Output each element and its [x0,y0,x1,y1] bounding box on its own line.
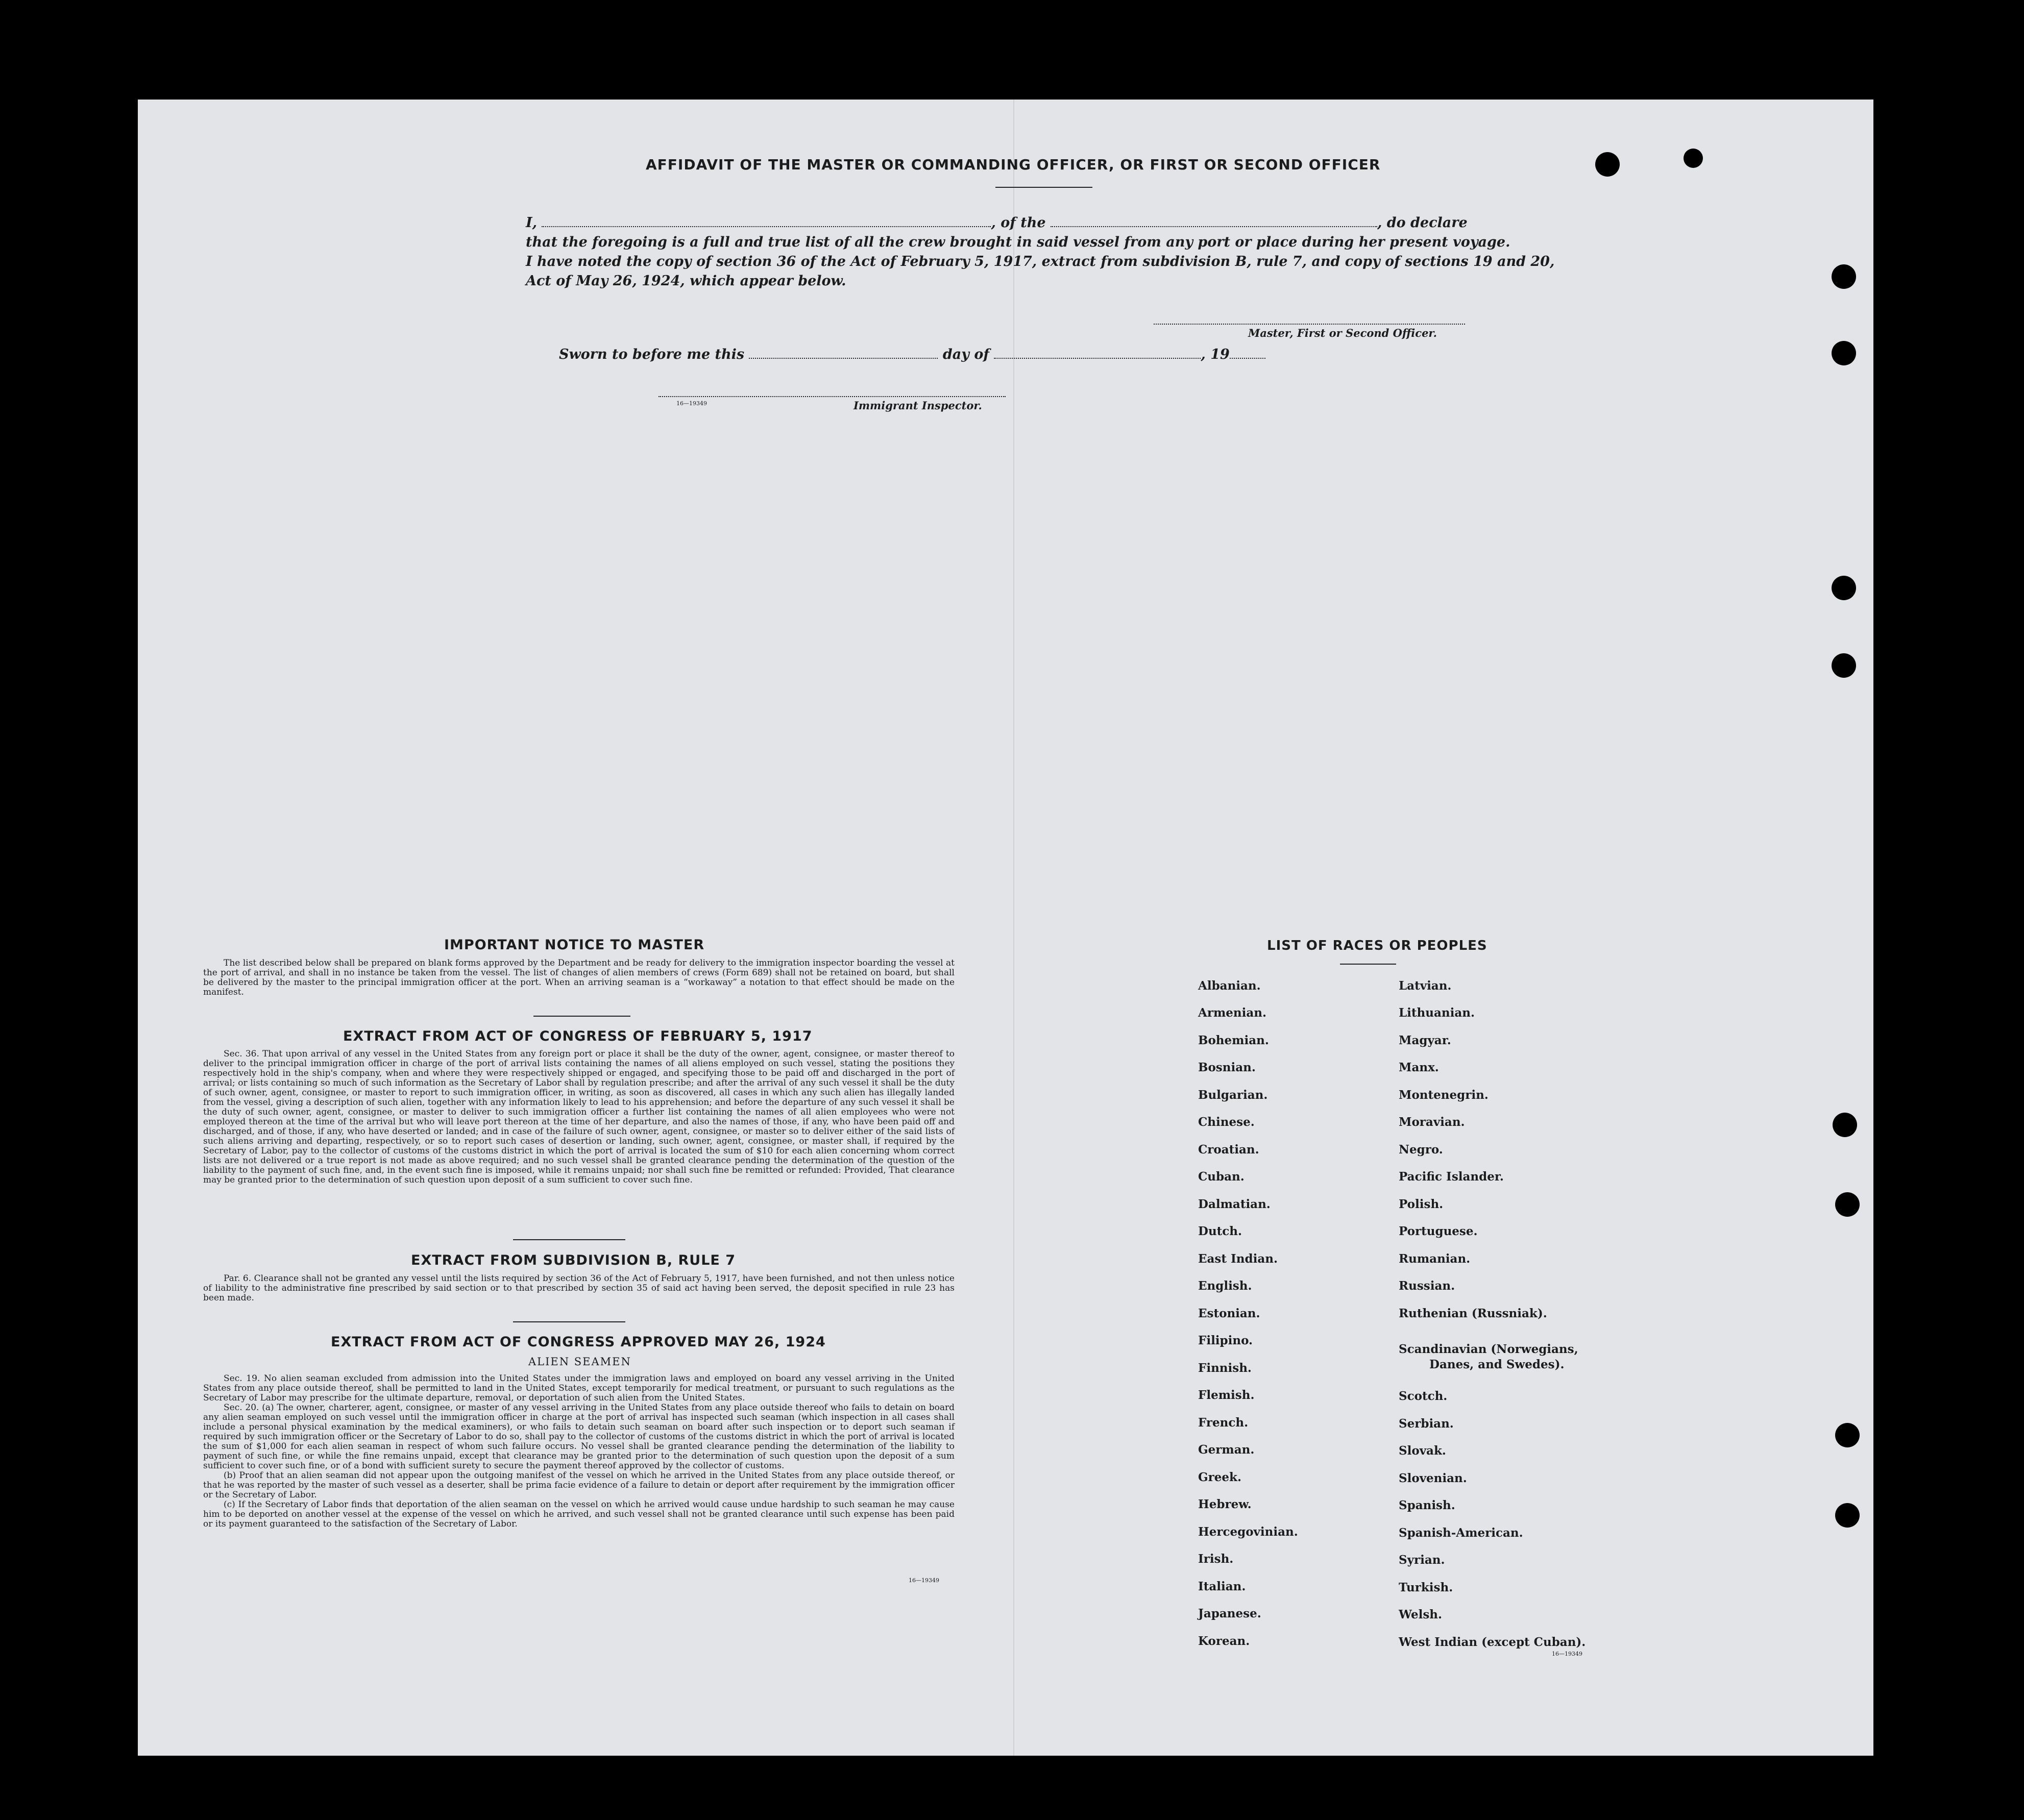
par-6-text: Par. 6. Clearance shall not be granted any vessel until the lists required by section 36 of the Act of February 5, 1917, have been furnished, and not then unless notice of liability to the administrative fine prescribed by said section or to that prescribed by section 35 of said act having been served, the deposit specified in rule 23 has been made. [203,1273,955,1303]
race-item: Dutch. [1198,1224,1242,1238]
race-item: Manx. [1399,1061,1439,1074]
race-item: Armenian. [1198,1006,1267,1020]
inspector-signature-label: Immigrant Inspector. [854,399,982,412]
race-item: Russian. [1399,1279,1455,1293]
race-item: Scotch. [1399,1389,1448,1403]
punch-hole [1595,152,1620,177]
race-item: Negro. [1399,1143,1443,1157]
title-rule [995,187,1092,188]
affidavit-title: AFFIDAVIT OF THE MASTER OR COMMANDING OFFICER, OR FIRST OR SECOND OFFICER [646,156,1381,173]
title-rule [1340,964,1396,965]
race-item: Slovak. [1399,1444,1446,1458]
punch-hole [1832,264,1856,289]
race-item: Dalmatian. [1198,1197,1271,1211]
punch-hole [1832,341,1856,365]
punch-hole [1832,576,1856,600]
race-item: Latvian. [1399,979,1452,993]
race-item: Rumanian. [1399,1252,1471,1266]
day-of-label: day of [942,347,989,362]
form-number: 16—19349 [1552,1651,1582,1657]
race-item: Scandinavian (Norwegians, [1399,1342,1578,1356]
race-item: Spanish-American. [1399,1526,1523,1540]
punch-hole [1835,1192,1860,1217]
section-20b-text: (b) Proof that an alien seaman did not appear upon the outgoing manifest of the vessel on which he arrived in the United States from any place outside thereof, or that he was reported by the master of such vessel as a deserter, shall be prima facie evidence of a failure to detain or deport after requirement by the immigration officer or the Secretary of Labor. [203,1470,955,1500]
race-item: Serbian. [1399,1417,1454,1431]
affidavit-line-3: I have noted the copy of section 36 of the Act of February 5, 1917, extract from subdivision B, rule 7, and copy of sections 19 and 20, [526,254,1555,269]
affidavit-line-4: Act of May 26, 1924, which appear below. [526,273,846,289]
race-item: Cuban. [1198,1170,1245,1184]
race-item: East Indian. [1198,1252,1278,1266]
section-20a-text: Sec. 20. (a) The owner, charterer, agent, consignee, or master of any vessel arriving in the United States from any place outside thereof who fails to detain on board any alien seaman employed on such vessel until the immigration officer in charge at the port of arrival has inspected such seaman (which inspection in all cases shall include a personal physical examination by the medical examiners), or who fails to detain such seaman on board after such inspection or to deport such seaman if required by such immigration officer or the Secretary of Labor to do so, shall pay to the collector of customs of the customs district in which the port of arrival is located the sum of $1,000 for each alien seaman in respect of whom such failure occurs. No vessel shall be granted clearance pending the determination of the liability to payment of such fine, or while the fine remains unpaid, except that clearance may be granted prior to the determination of such question upon the deposit of a sum sufficient to cover such fine, or of a bond with sufficient surety to secure the payment thereof approved by the collector of customs. [203,1403,955,1471]
section-36-text: Sec. 36. That upon arrival of any vessel in the United States from any foreign port or place it shall be the duty of the owner, agent, consignee, or master thereof to deliver to the principal immigration officer in charge of the port of arrival lists containing the names of all aliens employed on such vessel, stating the positions they respectively hold in the ship's company, when and where they were respectively shipped or engaged, and specifying those to be paid off and discharged in the port of arrival; or lists containing so much of such information as the Secretary of Labor shall by regulation prescribe; and after the arrival of any such vessel it shall be the duty of such owner, agent, consignee, or master to report to such immigration officer, in writing, as soon as discovered, all cases in which any such alien has illegally landed from the vessel, giving a description of such alien, together with any information likely to lead to his apprehension; and before the departure of any such vessel it shall be the duty of such owner, agent, consignee, or master to deliver to such immigration officer a further list containing the names of all alien employees who were not employed thereon at the time of the arrival but who will leave port thereon at the time of her departure, and also the names of those, if any, who have been paid off and discharged, and of those, if any, who have deserted or landed; and in case of the failure of such owner, agent, consignee, or master so to deliver either of the said lists of such aliens arriving and departing, respectively, or so to report such cases of desertion or landing, such owner, agent, consignee, or master shall, if required by the Secretary of Labor, pay to the collector of customs of the customs district in which the port of arrival is located the sum of $10 for each alien concerning whom correct lists are not delivered or a true report is not made as above required; and no such vessel shall be granted clearance pending the determination of the question of the liability to the payment of such fine, and, in the event such fine is imposed, while it remains unpaid; nor shall such fine be remitted or refunded: Provided, That clearance may be granted prior to the determination of such question upon deposit of a sum sufficient to cover such fine. [203,1049,955,1185]
race-item: Filipino. [1198,1334,1253,1347]
race-item: Slovenian. [1399,1471,1467,1485]
race-item: Bohemian. [1198,1034,1269,1047]
sworn-label: Sworn to before me this [559,347,745,362]
notice-text: The list described below shall be prepared on blank forms approved by the Department and be ready for delivery to the immigration inspector boarding the vessel at the port of arrival, and shall in no instance be taken from the vessel. The list of changes of alien members of crews (Form 689) shall not be retained on board, but shall be delivered by the master to the principal immigration officer at the port. When an arriving seaman is a “workaway” a notation to that effect should be made on the manifest. [203,958,955,997]
section-rule [533,1016,630,1017]
race-item: Irish. [1198,1552,1234,1566]
master-signature-label: Master, First or Second Officer. [1248,327,1437,339]
race-item: French. [1198,1416,1249,1430]
affidavit-of-the: , of the [991,215,1046,231]
race-item: Spanish. [1399,1498,1455,1512]
race-item: Lithuanian. [1399,1006,1475,1020]
notice-body [203,958,955,997]
race-item: Hebrew. [1198,1497,1252,1511]
race-item: Moravian. [1399,1115,1465,1129]
races-title: LIST OF RACES OR PEOPLES [1267,938,1487,953]
extract-1917-title: EXTRACT FROM ACT OF CONGRESS OF FEBRUARY 5, 1917 [343,1028,813,1044]
sworn-year-field[interactable] [1230,346,1265,359]
race-item: Magyar. [1399,1034,1451,1047]
sworn-day-field[interactable] [749,346,938,359]
race-item: Ruthenian (Russniak). [1399,1307,1547,1320]
section-19-text: Sec. 19. No alien seaman excluded from admission into the United States under the immigration laws and employed on board any vessel arriving in the United States from any place outside thereof, shall be permitted to land in the United States, except temporarily for medical treatment, or pursuant to such regulations as the Secretary of Labor may prescribe for the ultimate departure, removal, or deportation of such alien from the United States. [203,1373,955,1403]
race-item: Montenegrin. [1399,1088,1489,1102]
race-item: Flemish. [1198,1388,1255,1402]
vessel-field[interactable] [1051,214,1377,227]
extract-1917-body [203,1049,955,1185]
inspector-signature-line[interactable] [659,384,1006,397]
race-item: Pacific Islander. [1399,1170,1504,1184]
section-rule [513,1321,625,1322]
punch-hole [1835,1503,1860,1528]
race-item: Portuguese. [1399,1224,1478,1238]
affidavit-do-declare: , do declare [1377,215,1468,231]
race-item: Albanian. [1198,979,1261,993]
section-20c-text: (c) If the Secretary of Labor finds that deportation of the alien seaman on the vessel on which he arrived would cause undue hardship to such seaman he may cause him to be deported on another vessel at the expense of the vessel on which he arrived, and such vessel shall not be granted clearance until such expense has been paid or its payment guaranteed to the satisfaction of the Secretary of Labor. [203,1499,955,1529]
punch-hole [1832,653,1856,678]
sworn-month-field[interactable] [994,346,1201,359]
form-number: 16—19349 [676,400,707,407]
punch-hole [1684,149,1703,168]
race-item: Finnish. [1198,1361,1252,1375]
extract-1924-title: EXTRACT FROM ACT OF CONGRESS APPROVED MAY 26, 1924 [331,1334,826,1350]
master-signature-line[interactable] [1154,311,1465,325]
race-item: Danes, and Swedes). [1429,1358,1565,1371]
race-item: German. [1198,1443,1255,1457]
sworn-line [559,345,1265,364]
section-rule [513,1239,625,1240]
subdivision-title: EXTRACT FROM SUBDIVISION B, RULE 7 [411,1252,736,1268]
punch-hole [1833,1113,1857,1137]
alien-seamen-subtitle: ALIEN SEAMEN [528,1356,631,1368]
extract-1924-body [203,1374,955,1529]
race-item: Bulgarian. [1198,1088,1268,1102]
name-field[interactable] [542,214,991,227]
race-item: Japanese. [1198,1607,1261,1620]
race-item: Chinese. [1198,1115,1255,1129]
year-label: , 19 [1201,347,1230,362]
affidavit-i: I, [526,215,538,231]
subdivision-body [203,1274,955,1303]
race-item: Syrian. [1399,1553,1445,1567]
form-number: 16—19349 [909,1577,939,1584]
race-item: Estonian. [1198,1307,1260,1320]
affidavit-line-1 [526,213,1485,233]
race-item: West Indian (except Cuban). [1399,1635,1586,1649]
notice-title: IMPORTANT NOTICE TO MASTER [444,937,705,953]
race-item: Polish. [1399,1197,1444,1211]
race-item: Bosnian. [1198,1061,1256,1074]
race-item: Turkish. [1399,1581,1453,1594]
race-item: Italian. [1198,1580,1246,1593]
race-item: Welsh. [1399,1608,1443,1621]
race-item: Hercegovinian. [1198,1525,1298,1539]
punch-hole [1835,1423,1860,1447]
race-item: Croatian. [1198,1143,1259,1157]
race-item: Korean. [1198,1634,1250,1648]
race-item: English. [1198,1279,1252,1293]
affidavit-line-2: that the foregoing is a full and true list of all the crew brought in said vessel from any port or place during her present voyage. [526,234,1510,250]
race-item: Greek. [1198,1470,1241,1484]
